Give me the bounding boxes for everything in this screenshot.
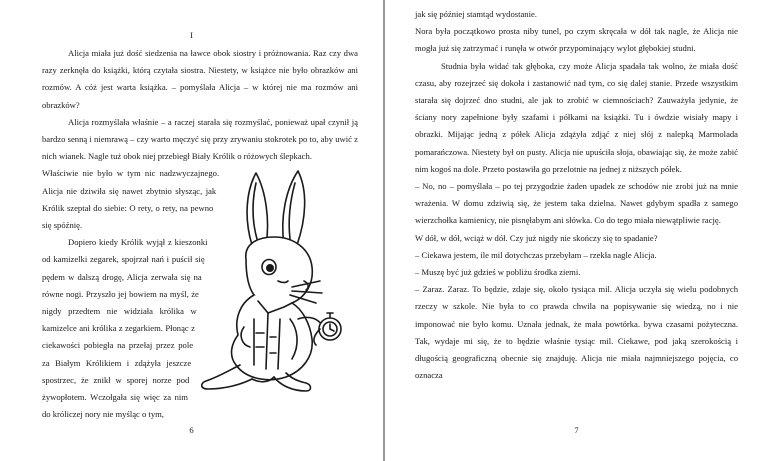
white-rabbit-illustration — [194, 169, 364, 401]
paragraph: – Zaraz. Zaraz. To będzie, zdaje się, około tysiąca mil. Alicja uczyła się wielu podobnych rzeczy w szkole. Nie była to co prawda chwila na popisywanie się wiedzą, no i nie imponować nie było komu. Uznała jednak, że mała powtórka. bywa czasami pożyteczna. Tak, wydaje mi się, że to będzie właśnie tysiąc mil. Ciekawe, pod jaką szerokością i długością geograficzną obecnie się znajduję. Alicja nie miała najmniejszego pojęcia, co oznacza — [415, 284, 738, 381]
paragraph: W dół, w dół, wciąż w dół. Czy już nigdy nie skończy się to spadanie? — [415, 232, 658, 243]
paragraph: jak się później stamtąd wydostanie. — [415, 9, 537, 19]
left-page — [0, 0, 383, 461]
page-number-right: 7 — [574, 425, 579, 435]
right-page — [385, 0, 768, 461]
paragraph: Nora była początkowo prosta niby tunel, po czym skręcała w dół tak nagle, że Alicja nie mogła już się zatrzymać i runęła w otwór przypominający wylot głębokiej studni. — [415, 26, 738, 54]
page-number-left: 6 — [189, 425, 194, 435]
paragraph: – Muszę być już gdzieś w pobliżu środka ziemi. — [415, 267, 581, 278]
chapter-number: I — [190, 30, 193, 40]
paragraph: – Ciekawa jestem, ile mil dotychczas przebyłam – rzekła nagle Alicja. — [415, 249, 657, 260]
paragraph: Właściwie nie było w tym nic nadzwyczajnego. Alicja nie dziwiła się nawet zbytnio słysząc, jak Królik szeptał do siebie: O rety, o rety, na pewno się spóźnię. — [42, 168, 220, 231]
paragraph: Alicja rozmyślała właśnie – a raczej starała się rozmyślać, ponieważ upał czynił ją bardzo senną i niemrawą – czy warto męczyć się przy zrywaniu stokrotek po to, aby uwić z nich wianek. Nagle tuż obok niej przebiegł Biały Królik o różowych ślepkach. — [42, 116, 358, 162]
left-page-text — [42, 45, 358, 423]
right-page-text — [415, 6, 738, 384]
paragraph: – No, no – pomyślała – po tej przygodzie żaden upadek ze schodów nie zrobi już na mnie wrażenia. W domu zdziwią się, że jestem taka dzielna. Nawet gdybym spadła z samego wierzchołka kamienicy, nie pisnęłabym ani słówka. Co do tego miała niewątpliwie rację. — [415, 181, 738, 226]
paragraph: Studnia była widać tak głęboka, czy może Alicja spadała tak wolno, że miała dość czasu, aby rozejrzeć się dokoła i zastanowić nad tym, co się dalej stanie. Przede wszystkim starała się dojrzeć dno studni, ale jak to zrobić w ciemnościach? Zauważyła jedynie, że ściany nory zapełnione były szafami i półkami na książki. Tu i ówdzie wisiały mapy i obrazki. Mijając jedną z półek Alicja zdążyła zdjąć z niej słój z nalepką Marmolada pomarańczowa. Niestety był on pusty. Alicja nie upuściła słoja, obawiając się, że może zabić nim kogoś na dole. Przeto postawiła go przelotnie na jednej z niższych półek. — [415, 60, 738, 174]
paragraph: Dopiero kiedy Królik wyjął z kieszonki od kamizelki zegarek, spojrzał nań i puścił się pędem w dalszą drogę, Alicja zerwała się na równe nogi. Przyszło jej bowiem na myśl, że nigdy przedtem nie widziała królika w kamizelce ani królika z zegarkiem. Płonąc z ciekawości pobiegła na przełaj przez pole za Białym Królikiem i zdążyła jeszcze spostrzec, że znikł w sporej norze pod żywopłotem. Wczołgała się więc za nim do króliczej nory nie myśląc o tym, — [42, 237, 208, 420]
paragraph: Alicja miała już dość siedzenia na ławce obok siostry i próżnowania. Raz czy dwa razy zerknęła do książki, którą czytała siostra. Niestety, w książce nie było obrazków ani rozmów. A cóż jest warta książka. – pomyślała Alicja – w której nie ma rozmów ani obrazków? — [42, 48, 358, 110]
